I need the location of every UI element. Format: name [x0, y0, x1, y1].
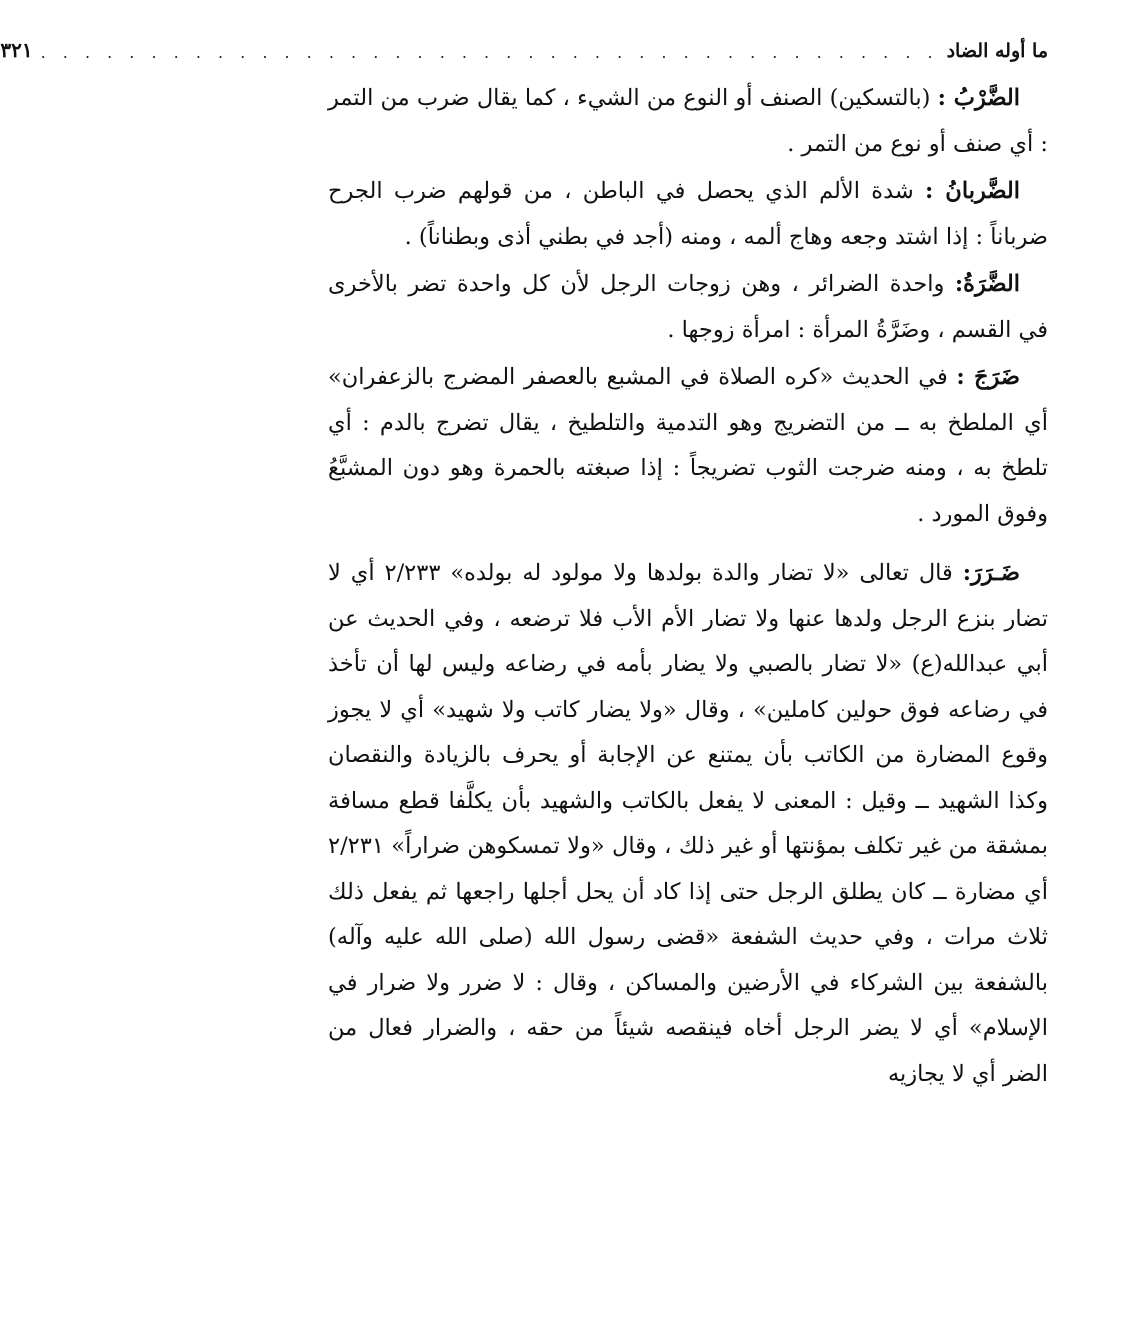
entry-definition: في الحديث «كره الصلاة في المشبع بالعصفر المضرج بالزعفران» أي الملطخ به ــ من التضريج وهو التدمية والتلطيخ ، يقال تضرج بالدم : أي تلطخ به ، ومنه ضرجت الثوب تضريجاً : إذا صبغته بالحمرة وهو دون المشبَّعُ وفوق المورد .	[328, 364, 1048, 527]
entry-headword: الضَّرْبُ :	[937, 85, 1021, 111]
dictionary-entries	[328, 76, 1048, 1097]
entry-darara	[328, 551, 1048, 1097]
entry-al-daraban	[328, 169, 1048, 260]
entry-definition: قال تعالى «لا تضار والدة بولدها ولا مولود له بولده» ٢/٢٣٣ أي لا تضار بنزع الرجل ولدها عنها ولا تضار الأم الأب فلا ترضعه ، وفي الحديث عن أبي عبدالله(ع) «لا تضار بالصبي ولا يضار بأمه في رضاعه وليس لها أن تأخذ في رضاعه فوق حولين كاملين» ، وقال «ولا يضار كاتب ولا شهيد» أي لا يجوز وقوع المضارة من الكاتب بأن يمتنع عن الإجابة أو يحرف بالزيادة والنقصان وكذا الشهيد ــ وقيل : المعنى لا يفعل بالكاتب والشهيد بأن يكلَّفا قطع مسافة بمشقة من غير تكلف بمؤنتها أو غير ذلك ، وقال «ولا تمسكوهن ضراراً» ٢/٢٣١ أي مضارة ــ كان يطلق الرجل حتى إذا كاد أن يحل أجلها راجعها ثم يفعل ذلك ثلاث مرات ، وفي حديث الشفعة «قضى رسول الله (صلى الله عليه وآله) بالشفعة بين الشركاء في الأرضين والمساكن ، وقال : لا ضرر ولا ضرار في الإسلام» أي لا يضر الرجل أخاه فينقصه شيئاً من حقه ، والضرار فعال من الضر أي لا يجازيه	[328, 560, 1048, 1087]
leader-dots: . . . . . . . . . . . . . . . . . . . . . . . . . . . . . . . . . . . . . . . . .	[40, 43, 939, 62]
entry-definition: شدة الألم الذي يحصل في الباطن ، من قولهم ضرب الجرح ضرباناً : إذا اشتد وجعه وهاج ألمه ، ومنه (أجد في بطني أذى وبطناناً) .	[328, 178, 1048, 250]
chapter-title: ما أوله الضاد	[946, 40, 1048, 62]
entry-definition: (بالتسكين) الصنف أو النوع من الشيء ، كما يقال ضرب من التمر : أي صنف أو نوع من التمر .	[328, 85, 1048, 157]
entry-headword: الضَّربانُ :	[925, 178, 1020, 204]
entry-headword: الضَّرَةُ:	[954, 271, 1020, 297]
running-header	[0, 30, 1048, 62]
page-number: ٣٢١	[0, 38, 33, 62]
entry-al-darra	[328, 262, 1048, 353]
entry-headword: ضَـرَرَ:	[962, 560, 1020, 586]
entry-daraja	[328, 355, 1048, 537]
entry-al-darb	[328, 76, 1048, 167]
entry-headword: ضَرَجَ :	[956, 364, 1021, 390]
book-page	[0, 30, 1048, 1099]
entry-definition: واحدة الضرائر ، وهن زوجات الرجل لأن كل واحدة تضر بالأخرى في القسم ، وضَرَّةُ المرأة : امرأة زوجها .	[328, 271, 1048, 343]
